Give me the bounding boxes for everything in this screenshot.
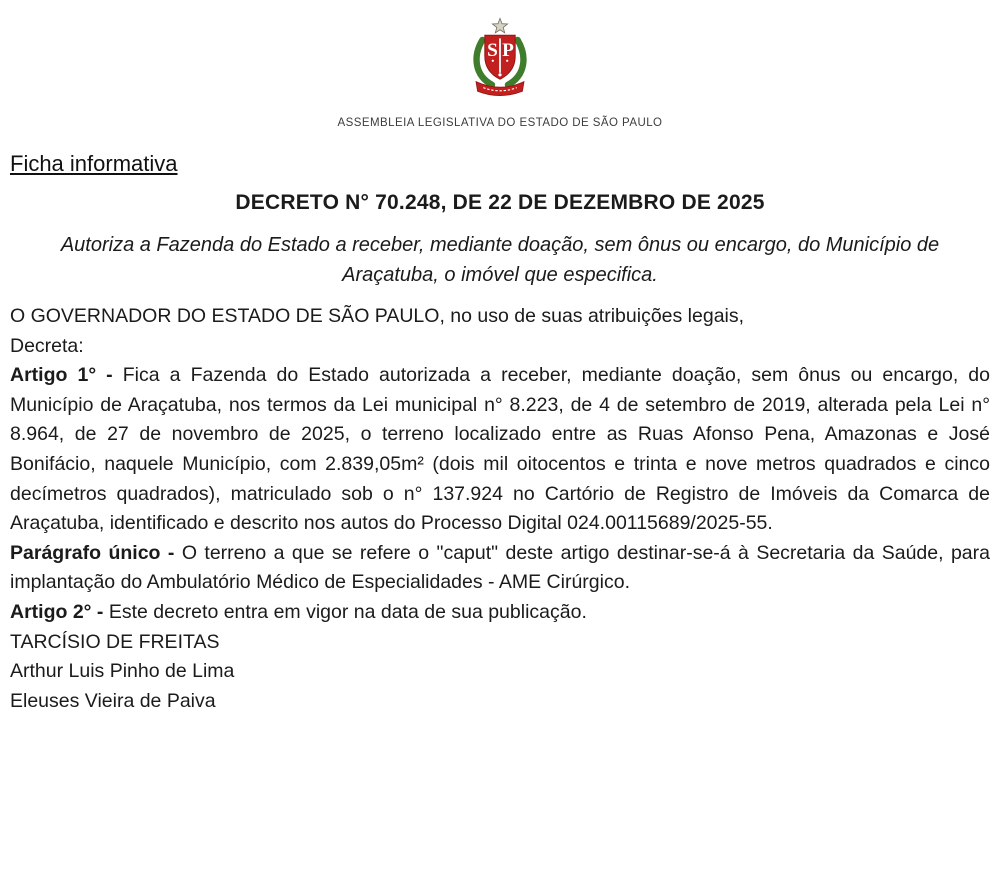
article-1-text: Fica a Fazenda do Estado autorizada a receber, mediante doação, sem ônus ou encargo, do Município de Araçatuba, nos termos da Lei municipal n° 8.223, de 4 de setembro de 2019, alterada pela Lei n° 8.964, de 27 de novembro de 2025, o terreno localizado entre as Ruas Afonso Pena, Amazonas e José Bonifácio, naquele Município, com 2.839,05m² (dois mil oitocentos e trinta e nove metros quadrados e cinco decímetros quadrados), matriculado sob o n° 137.924 no Cartório de Registro de Imóveis da Comarca de Araçatuba, identificado e descrito nos autos do Processo Digital 024.00115689/2025-55. — [10, 364, 990, 535]
preamble — [10, 302, 990, 361]
article-2-label: Artigo 2° - — [10, 600, 104, 623]
ficha-informativa-link[interactable]: Ficha informativa — [10, 151, 178, 176]
signature-secretary-2: Eleuses Vieira de Paiva — [10, 689, 216, 712]
crest-letter-p: P — [502, 40, 514, 61]
article-1-label: Artigo 1° - — [10, 364, 113, 387]
article-1 — [10, 361, 990, 539]
decree-body — [10, 302, 990, 716]
sao-paulo-coat-of-arms-icon — [460, 16, 540, 108]
preamble-text: O GOVERNADOR DO ESTADO DE SÃO PAULO, no uso de suas atribuições legais, — [10, 305, 745, 327]
article-2-text: Este decreto entra em vigor na data de sua publicação. — [108, 600, 587, 623]
assembly-name: ASSEMBLEIA LEGISLATIVA DO ESTADO DE SÃO PAULO — [337, 117, 663, 129]
signature-governor: TARCÍSIO DE FREITAS — [10, 630, 220, 653]
sole-paragraph-label: Parágrafo único - — [10, 541, 175, 564]
sole-paragraph — [10, 539, 990, 598]
enactment-word: Decreta: — [10, 334, 84, 357]
sole-paragraph-text: O terreno a que se refere o "caput" deste artigo destinar-se-á à Secretaria da Saúde, para implantação do Ambulatório Médico de Especialidades - AME Cirúrgico. — [10, 541, 990, 594]
signature-secretary-1: Arthur Luis Pinho de Lima — [10, 660, 235, 683]
document-header — [0, 0, 1000, 129]
crest-sword-pommel — [498, 73, 501, 76]
decree-summary: Autoriza a Fazenda do Estado a receber, mediante doação, sem ônus ou encargo, do Município de Araçatuba, o imóvel que especifica. — [60, 234, 940, 286]
article-2 — [10, 598, 990, 628]
crest-star-shape — [492, 18, 507, 32]
crest-banner — [476, 82, 524, 96]
crest-letter-s: S — [487, 40, 498, 61]
decree-title: DECRETO N° 70.248, DE 22 DE DEZEMBRO DE 2025 — [235, 191, 765, 214]
